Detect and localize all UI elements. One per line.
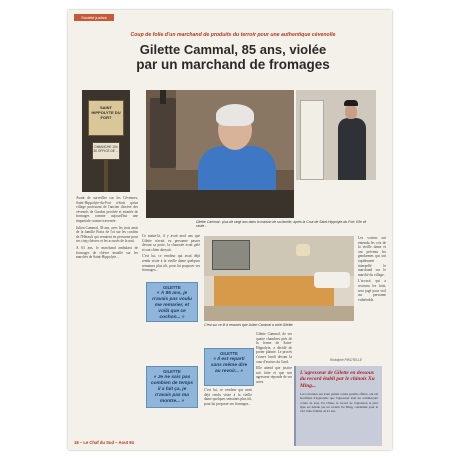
article-headline — [88, 42, 378, 72]
man-body — [338, 118, 366, 180]
quote-2-text: « Je ne sais pas combien de temps il a fait ça, je n'avais pas ma montre... » — [150, 375, 194, 404]
col3-paragraph-1: Gilette Cammal, de ses quatre chambres près de la ferme de Saint-Hippolyte, a décidé de porter plainte. Le procès s'ouvre lundi devant la cour d'assises du Gard. — [256, 332, 292, 364]
man-head — [345, 105, 357, 119]
col1-paragraph-3: A 63 ans, le marchand ambulant de fromages de chèvre installé sur les marchés de Saint-Hippolyte... — [76, 245, 138, 260]
town-sign: SAINT HIPPOLYTE DU FORT — [88, 100, 124, 136]
col2b-paragraph: C'est lui, ce vendeur qui avait déjà rendu visite à la vieille dame quelques semaines plus tôt, pour lui proposer ses fromages... — [204, 388, 252, 406]
bedroom-floor — [204, 306, 354, 321]
gilette-portrait-photo — [146, 90, 294, 218]
man-hat — [344, 100, 358, 106]
portrait-caption: Gilette Cammal : plus de vingt ans dans la maison de sa famille, après la Cour de Saint-Hippolyte-du-Fort. Elle vit seule... — [196, 220, 367, 229]
man-in-doorway-photo — [296, 90, 376, 180]
article-column-1 — [76, 196, 138, 436]
table — [146, 190, 294, 218]
page-footer: 18 – Le Chaf du Sud – Aout 94 — [74, 440, 134, 445]
quote-1-speaker: GILETTE — [163, 285, 181, 290]
col2-paragraph-2: C'est lui, ce vendeur qui avait déjà rendu visite à la vieille dame quelques semaines plus tôt, pour lui proposer ses fromages... — [142, 254, 200, 273]
article-column-3 — [256, 332, 292, 440]
bedroom-photo — [204, 236, 354, 321]
bed-pillow — [314, 272, 350, 288]
pull-quote-3 — [204, 348, 254, 386]
sign-post — [104, 160, 108, 192]
headline-line-1: Gilette Cammal, 85 ans, violée — [139, 42, 327, 57]
xu-ming-sidebar — [294, 366, 382, 446]
col4-paragraph-1: Les voisins ont entendu les cris de la vieille dame et ont prévenu les gendarmes qui ont rapidement interpellé le marchand sur le marché du village. — [358, 236, 386, 277]
bedroom-caption: C'est sur ce lit à ressorts que Julien Cammal a violé Gilette. — [204, 323, 294, 327]
wall-picture — [212, 240, 250, 270]
stove-pipe — [160, 90, 166, 104]
sidebar-text: Les Cévennes qui n'ont jamais connu pareille affaire, ont été horrifiées d'apprendre que l'agresseur était un commerçant connu de tous. En Chine, le record de l'agression la plus âgée est détenu par un certain Xu Ming, condamné pour le viol d'une femme de 91 ans. — [300, 392, 378, 414]
doorway — [300, 100, 324, 180]
woman-hair — [216, 104, 254, 126]
article-column-2b — [204, 388, 252, 438]
quote-3-speaker: GILETTE — [220, 351, 238, 356]
quote-1-text: « À 85 ans, je n'avais pas voulu me remarier, et voilà que ce cochon... » — [152, 291, 192, 320]
quote-2-speaker: GILETTE — [163, 369, 181, 374]
sidebar-title: L'agresseur de Gilette en dessous du record établi par le chinois Xu Ming... — [300, 370, 375, 389]
pull-quote-2 — [146, 366, 198, 408]
article-kicker: Coup de folie d'un marchand de produits du terroir pour une authentique cévenolle — [130, 32, 336, 38]
village-sign-photo — [82, 90, 130, 192]
col1-paragraph-2: Julien Cammal, 38 ans, avec les trois amis de la famille Boiss de l'oi sur les confins de l'Hérault qui venaient en personne pour ses cinq chèvres et les accusés de la nuit. — [76, 225, 138, 244]
author-signature: Rodolphe PINOTELLE — [330, 358, 363, 362]
stove — [150, 98, 176, 168]
col2-paragraph-1: Ce matin-là, il y avait neuf ans que Gilette n'avait vu personne passer devant sa porte, la chaussée avait gelé et son chien aboyait. — [142, 234, 200, 252]
magazine-page — [68, 10, 392, 450]
col4-paragraph-2: L'accusé, qui a reconnu les faits, sera jugé pour viol sur personne vulnérable. — [358, 279, 386, 302]
headline-line-2: par un marchand de fromages — [136, 57, 330, 72]
col1-paragraph-1: Avant de surveiller sur les Cévennes, Saint-Hippolyte-du-Fort n'était qu'un village protestant de l'ancien diocèse des cévenols de Gardon perchée et montée de fromages comme aujourd'hui une impartiale cuisine traversée. — [76, 196, 138, 223]
quote-3-text: « Il est reparti sans même dire au revoir... » — [210, 357, 248, 374]
pull-quote-1 — [146, 282, 198, 322]
wall-lamp — [296, 244, 310, 256]
church-notice-sign: DIMANCHE 10h 30 OFFICE DE ... — [92, 142, 120, 160]
article-column-4 — [358, 236, 386, 354]
section-rubric: Société justice — [74, 14, 114, 21]
col3-paragraph-2: Elle attend que justice soit faite et que son agresseur réponde de ses actes. — [256, 366, 292, 384]
